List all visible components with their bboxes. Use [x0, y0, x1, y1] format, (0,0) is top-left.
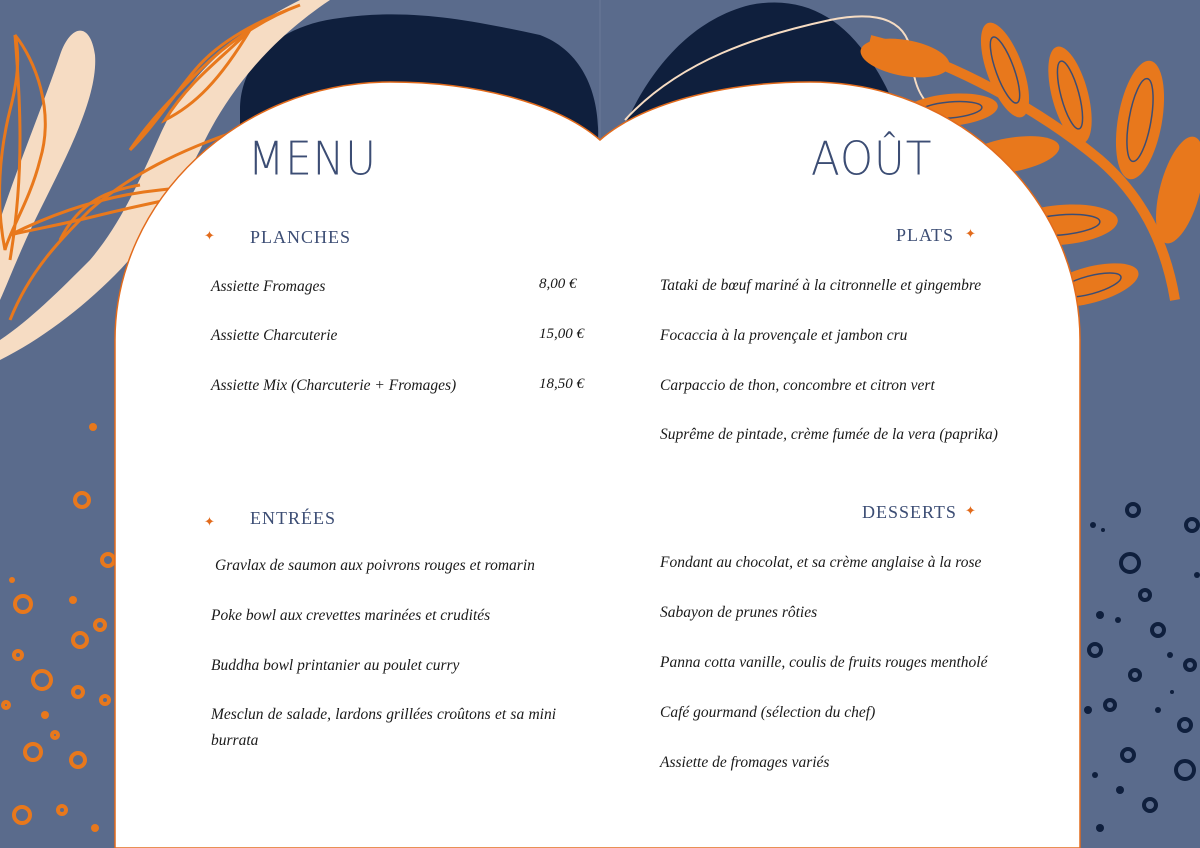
- star-icon: ✦: [965, 227, 976, 242]
- section-heading-desserts: DESSERTS: [862, 502, 957, 522]
- list-item: Assiette Fromages: [211, 278, 326, 295]
- list-item: Panna cotta vanille, coulis de fruits rouges mentholé: [660, 654, 988, 671]
- list-item: Sabayon de prunes rôties: [660, 604, 818, 621]
- star-icon: ✦: [204, 229, 215, 244]
- item-price: 15,00 €: [539, 326, 584, 342]
- list-item: Fondant au chocolat, et sa crème anglaise à la rose: [660, 554, 982, 571]
- month-title: AOÛT: [811, 131, 933, 186]
- list-item: Focaccia à la provençale et jambon cru: [660, 327, 908, 344]
- list-item: Gravlax de saumon aux poivrons rouges et romarin: [215, 557, 535, 574]
- section-heading-entrees: ENTRÉES: [250, 508, 336, 528]
- peach-leaf-left: [0, 31, 95, 300]
- list-item: Buddha bowl printanier au poulet curry: [211, 657, 460, 674]
- list-item: Mesclun de salade, lardons grillées croûtons et sa mini burrata: [211, 706, 556, 749]
- list-item: Assiette de fromages variés: [660, 754, 830, 771]
- star-icon: ✦: [965, 504, 976, 519]
- section-heading-plats: PLATS: [896, 225, 955, 245]
- list-item: Assiette Mix (Charcuterie + Fromages): [211, 377, 457, 394]
- list-item: Carpaccio de thon, concombre et citron vert: [660, 377, 935, 394]
- item-price: 18,50 €: [539, 376, 584, 392]
- menu-title: MENU: [248, 131, 377, 186]
- list-item: Café gourmand (sélection du chef): [660, 704, 876, 721]
- star-icon: ✦: [204, 515, 215, 530]
- section-heading-planches: PLANCHES: [250, 227, 352, 247]
- navy-dots-right: [1089, 504, 1198, 811]
- list-item: Suprême de pintade, crème fumée de la vera (paprika): [660, 426, 998, 443]
- orange-dots-left: [3, 493, 114, 823]
- list-item: Tataki de bœuf mariné à la citronnelle et gingembre: [660, 277, 982, 294]
- list-item: Assiette Charcuterie: [211, 327, 338, 344]
- list-item: Poke bowl aux crevettes marinées et crudités: [211, 607, 491, 624]
- item-price: 8,00 €: [539, 276, 577, 292]
